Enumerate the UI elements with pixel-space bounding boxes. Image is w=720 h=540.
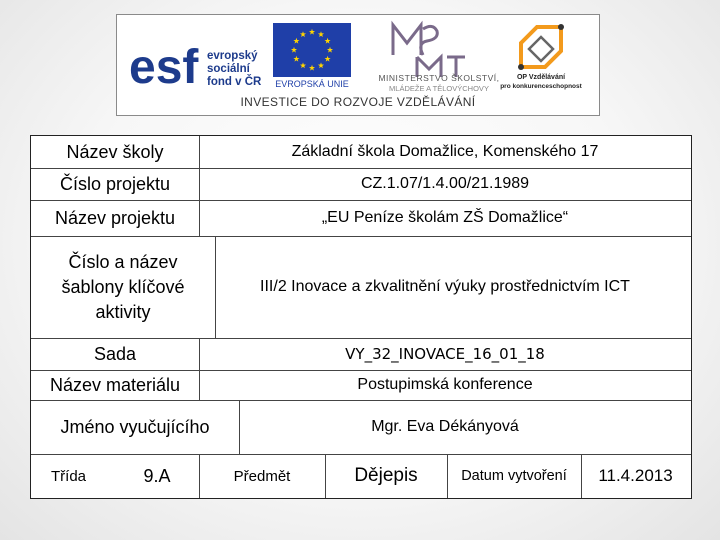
op-caption: OP Vzdělávání [516, 74, 566, 81]
value-project-name: „EU Peníze školám ZŠ Domažlice“ [321, 209, 569, 226]
value-template-activity: III/2 Inovace a zkvalitnění výuky prostřednictvím ICT [260, 278, 630, 295]
banner-slogan: INVESTICE DO ROZVOJE VZDĚLÁVÁNÍ [240, 95, 476, 109]
op-inner-icon [529, 37, 553, 61]
msmt-caption: MLÁDEŽE A TĚLOVÝCHOVY [389, 84, 489, 93]
table-row [31, 236, 691, 339]
label-class: Třída [51, 467, 87, 485]
esf-text-line: sociální [207, 63, 250, 75]
project-info-table [30, 135, 692, 499]
value-date-created: 11.4.2013 [598, 466, 673, 485]
esf-text-line: fond v ČR [207, 76, 262, 88]
logo-banner [116, 14, 600, 116]
table-row [31, 136, 691, 169]
msmt-monogram-icon [393, 25, 465, 77]
label-project-number: Číslo projektu [31, 168, 200, 200]
eu-caption: EVROPSKÁ UNIE [275, 79, 349, 89]
op-vk-logo [500, 24, 582, 90]
value-teacher-name: Mgr. Eva Dékányová [371, 418, 519, 435]
label-date-created: Datum vytvoření [447, 454, 582, 498]
value-school-name: Základní škola Domažlice, Komenského 17 [291, 143, 599, 160]
label-school-name: Název školy [31, 136, 200, 168]
esf-logo [129, 41, 262, 94]
label-material-name: Název materiálu [31, 370, 200, 400]
value-subject: Dějepis [325, 454, 448, 498]
value-class: 9.A [115, 454, 200, 498]
table-row [31, 400, 691, 455]
op-caption: pro konkurenceschopnost [500, 83, 582, 90]
label-project-name: Název projektu [31, 200, 200, 236]
table-row [31, 200, 691, 237]
esf-text-line: evropský [207, 50, 258, 62]
label-set: Sada [31, 338, 200, 370]
msmt-caption: MINISTERSTVO ŠKOLSTVÍ, [378, 73, 500, 83]
table-row [31, 168, 691, 201]
label-subject: Předmět [199, 454, 326, 498]
label-template-activity: Číslo a název šablony klíčové aktivity [31, 236, 216, 338]
table-row [31, 370, 691, 401]
value-set: VY_32_INOVACE_16_01_18 [345, 345, 545, 363]
label-teacher-name: Jméno vyučujícího [31, 400, 240, 454]
logo-strip [117, 15, 599, 95]
esf-letters: esf [129, 41, 199, 94]
value-material-name: Postupimská konference [357, 376, 533, 393]
table-row [31, 338, 691, 371]
msmt-logo [378, 25, 499, 93]
table-row-bottom [31, 454, 691, 498]
value-project-number: CZ.1.07/1.4.00/21.1989 [360, 175, 530, 192]
eu-flag-logo [273, 23, 351, 89]
